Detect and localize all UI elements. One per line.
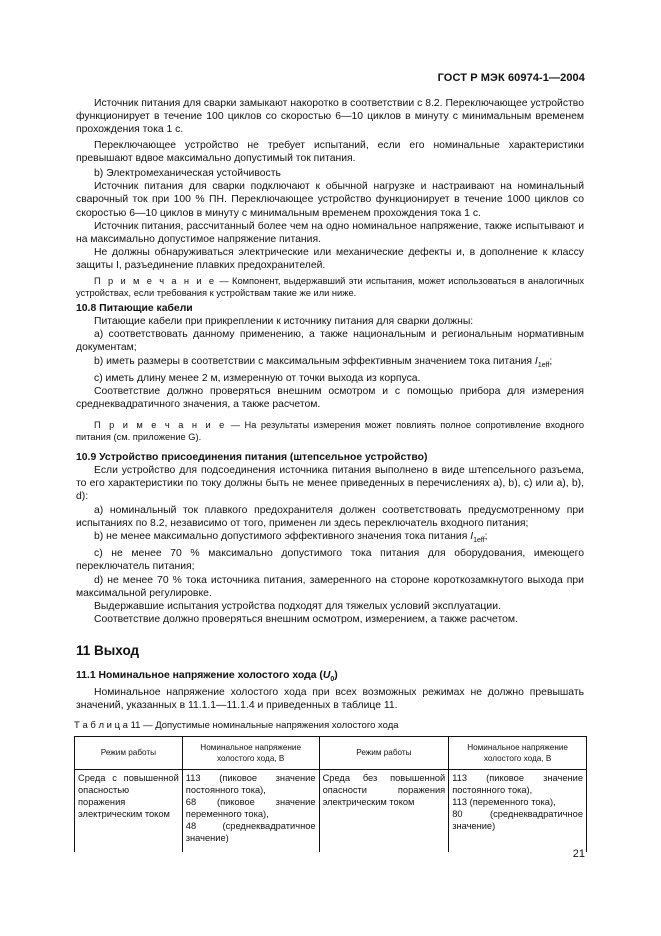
value-line: 48 (среднеквадратичное значение): [185, 820, 316, 843]
list-item-b-heading: b) Электромеханическая устойчивость: [94, 168, 281, 180]
value-line: 80 (среднеквадратичное значение): [452, 808, 583, 831]
list-item: a) соответствовать данному применению, а также национальным и региональным нормативным документам;: [76, 329, 584, 354]
list-item-text: ;: [484, 530, 488, 542]
list-item: a) номинальный ток плавкого предохранителя должен соответствовать предусмотренному при испытаниях по 8.2, независимо от того, применен ли здесь переключатель входного питания;: [76, 504, 584, 529]
subsection-heading: 10.8 Питающие кабели: [76, 302, 193, 314]
paragraph: Если устройство для подсоединения источника питания выполнено в виде штепсельного разъема, то его характеристики по току должны быть не менее приведенных в перечислениях a), b), c) или a), b), d):: [76, 464, 584, 503]
note: [76, 419, 584, 444]
paragraph: Соответствие должно проверяться внешним осмотром и с помощью прибора для измерения среднеквадратичного значения, а также расчетом.: [76, 386, 584, 411]
subsection-heading: [76, 669, 584, 686]
table-header-row: [75, 736, 587, 769]
table-header-cell: Номинальное напряжение холостого хода, В: [182, 736, 319, 769]
value-line: 113 (пиковое значение постоянного тока),: [185, 772, 316, 795]
paragraph: Не должны обнаруживаться электрические или механические дефекты и, в дополнение к классу защиты I, разъединение плавких предохранителей.: [76, 247, 584, 272]
table-header-cell: Режим работы: [319, 736, 449, 769]
note-text: — На результаты измерения может повлиять полное сопротивление входного питания (см. приложение G).: [76, 419, 584, 443]
paragraph: Источник питания, рассчитанный более чем на одно номинальное напряжение, также испытывают и на максимально допустимое напряжение питания.: [76, 220, 584, 246]
table-caption: [74, 719, 584, 732]
table-row: [75, 769, 587, 852]
paragraph: Источник питания для сварки замыкают накоротко в соответствии с 8.2. Переключающее устройство функционирует в течение 100 циклов со скоростью 6—10 циклов в минуту с минимальным временем прохождения тока 1 с.: [76, 98, 584, 136]
paragraph: Выдержавшие испытания устройства подходят для тяжелых условий эксплуатации.: [94, 601, 501, 613]
table-header-cell: Режим работы: [75, 736, 183, 769]
note-label: П р и м е ч а н и е: [94, 275, 217, 286]
symbol-subscript: 1eff: [537, 361, 550, 369]
list-item: d) не менее 70 % тока источника питания, замеренного на стороне короткозамкнутого выхода при максимальной регулировке.: [76, 574, 584, 599]
note-label: П р и м е ч а н и е: [94, 419, 227, 430]
table-cell-values: [182, 769, 319, 852]
document-header: ГОСТ Р МЭК 60974-1—2004: [437, 72, 585, 84]
list-item: c) не менее 70 % максимально допустимого тока питания для оборудования, имеющего переключатель питания;: [76, 548, 584, 573]
caption-label: Т а б л и ц а 11: [74, 720, 141, 732]
symbol-subscript: 1eff: [473, 537, 485, 545]
paragraph: Питающие кабели при прикреплении к источнику питания для сварки должны:: [94, 316, 474, 328]
list-item: [76, 530, 584, 547]
paragraph: Соответствие должно проверяться внешним осмотром, измерением, а также расчетом.: [94, 614, 518, 626]
table-cell-values: [449, 769, 587, 852]
voltage-table: [74, 736, 587, 852]
document-body: [76, 97, 584, 852]
value-line: 68 (пиковое значение переменного тока),: [185, 796, 316, 819]
note: [76, 275, 584, 300]
table-cell-mode: Среда без повышенной опасности поражения электрическим током: [319, 769, 449, 852]
symbol-subscript: 0: [330, 675, 335, 683]
value-line: 113 (переменного тока),: [452, 796, 556, 807]
paragraph: Переключающее устройство не требует испытаний, если его номинальные характеристики превышают вдвое максимально допустимый ток питания.: [76, 139, 584, 164]
heading-text: ): [334, 669, 338, 681]
section-title: 11 Выход: [76, 643, 140, 659]
list-item-text: b) не менее максимально допустимого эффективного значения тока питания: [94, 530, 471, 542]
list-item: c) иметь длину менее 2 м, измеренную от точки выхода из корпуса.: [94, 372, 421, 384]
symbol: I: [470, 530, 474, 542]
value-line: 113 (пиковое значение постоянного тока),: [452, 772, 583, 795]
caption-text: — Допустимые номинальные напряжения холостого хода: [140, 720, 399, 732]
symbol: I: [534, 355, 538, 367]
subsection-heading: 10.9 Устройство присоединения питания (штепсельное устройство): [76, 451, 428, 463]
table-cell-mode: Среда с повышенной опасностью поражения электрическим током: [75, 769, 183, 852]
paragraph: Источник питания для сварки подключают к обычной нагрузке и настраивают на номинальный сварочный ток при 100 % ПН. Переключающее устройство функционирует в течение 1000 циклов со скоростью 6—10 циклов в минуту с минимальным временем прохождения тока 1 с.: [76, 181, 584, 219]
list-item: [76, 355, 584, 372]
list-item-text: ;: [549, 355, 553, 367]
paragraph: Номинальное напряжение холостого хода при всех возможных режимах не должно превышать значений, указанных в 11.1.1—11.1.4 и приведенных в таблице 11.: [76, 686, 584, 712]
note-text: — Компонент, выдержавший эти испытания, может использоваться в аналогичных устройствах, если требования к устройствам такие же или ниже.: [76, 275, 584, 299]
list-item-text: b) иметь размеры в соответствии с максимальным эффективным значением тока питания: [94, 355, 535, 367]
table-header-cell: Номинальное напряжение холостого хода, В: [449, 736, 587, 769]
symbol: U: [322, 669, 331, 681]
page-number: 21: [572, 848, 585, 860]
heading-text: 11.1 Номинальное напряжение холостого хода (: [76, 669, 323, 681]
